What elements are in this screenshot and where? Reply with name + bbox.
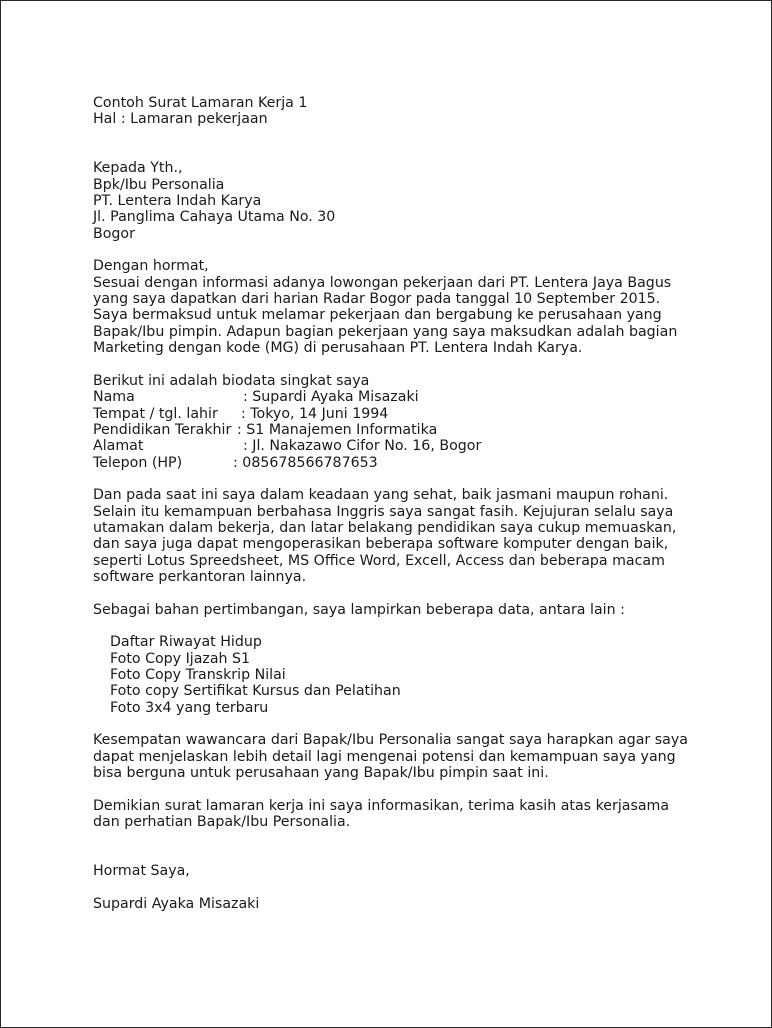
paragraph-line: dan perhatian Bapak/Ibu Personalia.: [93, 814, 351, 831]
biodata-label: Telepon (HP): [93, 454, 183, 471]
biodata-value: : 085678566787653: [233, 454, 378, 471]
paragraph-line: Bapak/Ibu pimpin. Adapun bagian pekerjaan yang saya maksudkan adalah bagian: [93, 323, 678, 340]
recipient-line: Bogor: [93, 225, 135, 242]
biodata-value: : S1 Manajemen Informatika: [237, 421, 438, 438]
paragraph-line: dan saya juga dapat mengoperasikan beberapa software komputer dengan baik,: [93, 536, 669, 553]
paragraph-line: Dan pada saat ini saya dalam keadaan yang sehat, baik jasmani maupun rohani.: [93, 487, 669, 504]
biodata-label: Tempat / tgl. lahir: [93, 405, 218, 422]
list-item: Foto Copy Ijazah S1: [110, 650, 251, 667]
paragraph-line: seperti Lotus Spreedsheet, MS Office Word, Excell, Access dan beberapa macam: [93, 552, 665, 569]
paragraph-line: utamakan dalam bekerja, dan latar belakang pendidikan saya cukup memuaskan,: [93, 519, 677, 536]
attachments-list: [93, 634, 693, 716]
paragraph-line: Marketing dengan kode (MG) di perusahaan PT. Lentera Indah Karya.: [93, 340, 583, 357]
recipient-block: [93, 160, 693, 242]
sign-off: Hormat Saya,: [93, 863, 190, 880]
paragraph-line: Selain itu kemampuan berbahasa Inggris saya sangat fasih. Kejujuran selalu saya: [93, 503, 674, 520]
biodata-intro: Berikut ini adalah biodata singkat saya: [93, 372, 370, 389]
recipient-line: Jl. Panglima Cahaya Utama No. 30: [93, 209, 336, 226]
biodata-row: [93, 438, 693, 454]
biodata-row: [93, 422, 693, 438]
signature-name: Supardi Ayaka Misazaki: [93, 895, 260, 912]
closing-paragraph: [93, 798, 693, 831]
paragraph-line: software perkantoran lainnya.: [93, 568, 307, 585]
biodata-table: [93, 389, 693, 471]
greeting: Dengan hormat,: [93, 258, 209, 275]
paragraph-line: Sesuai dengan informasi adanya lowongan pekerjaan dari PT. Lentera Jaya Bagus: [93, 274, 672, 291]
list-item: Foto 3x4 yang terbaru: [110, 699, 269, 716]
paragraph-line: Saya bermaksud untuk melamar pekerjaan dan bergabung ke perusahaan yang: [93, 307, 662, 324]
qualifications-paragraph: [93, 487, 693, 585]
biodata-value: : Supardi Ayaka Misazaki: [243, 389, 419, 406]
interview-paragraph: [93, 732, 693, 781]
biodata-value: : Jl. Nakazawo Cifor No. 16, Bogor: [243, 438, 482, 455]
paragraph-line: bisa berguna untuk perusahaan yang Bapak/Ibu pimpin saat ini.: [93, 765, 549, 782]
recipient-line: Kepada Yth.,: [93, 160, 183, 177]
biodata-row: [93, 389, 693, 405]
list-item: Daftar Riwayat Hidup: [110, 634, 262, 651]
opening-paragraph: [93, 275, 693, 357]
paragraph-line: dapat menjelaskan lebih detail lagi mengenai potensi dan kemampuan saya yang: [93, 748, 676, 765]
paragraph-line: Demikian surat lamaran kerja ini saya informasikan, terima kasih atas kerjasama: [93, 797, 670, 814]
list-item: Foto copy Sertifikat Kursus dan Pelatihan: [110, 683, 401, 700]
biodata-value: : Tokyo, 14 Juni 1994: [241, 405, 389, 422]
paragraph-line: Kesempatan wawancara dari Bapak/Ibu Personalia sangat saya harapkan agar saya: [93, 732, 688, 749]
biodata-label: Alamat: [93, 438, 144, 455]
biodata-row: [93, 406, 693, 422]
letter-title: Contoh Surat Lamaran Kerja 1: [93, 95, 308, 111]
biodata-label: Pendidikan Terakhir: [93, 421, 232, 438]
letter-subject: Hal : Lamaran pekerjaan: [93, 111, 268, 128]
paragraph-line: yang saya dapatkan dari harian Radar Bogor pada tanggal 10 September 2015.: [93, 291, 661, 308]
recipient-line: Bpk/Ibu Personalia: [93, 176, 225, 193]
attachments-intro: Sebagai bahan pertimbangan, saya lampirkan beberapa data, antara lain :: [93, 601, 625, 618]
recipient-line: PT. Lentera Indah Karya: [93, 193, 262, 210]
biodata-row: [93, 455, 693, 471]
list-item: Foto Copy Transkrip Nilai: [110, 667, 286, 684]
biodata-label: Nama: [93, 389, 135, 406]
letter-body: [93, 95, 693, 912]
